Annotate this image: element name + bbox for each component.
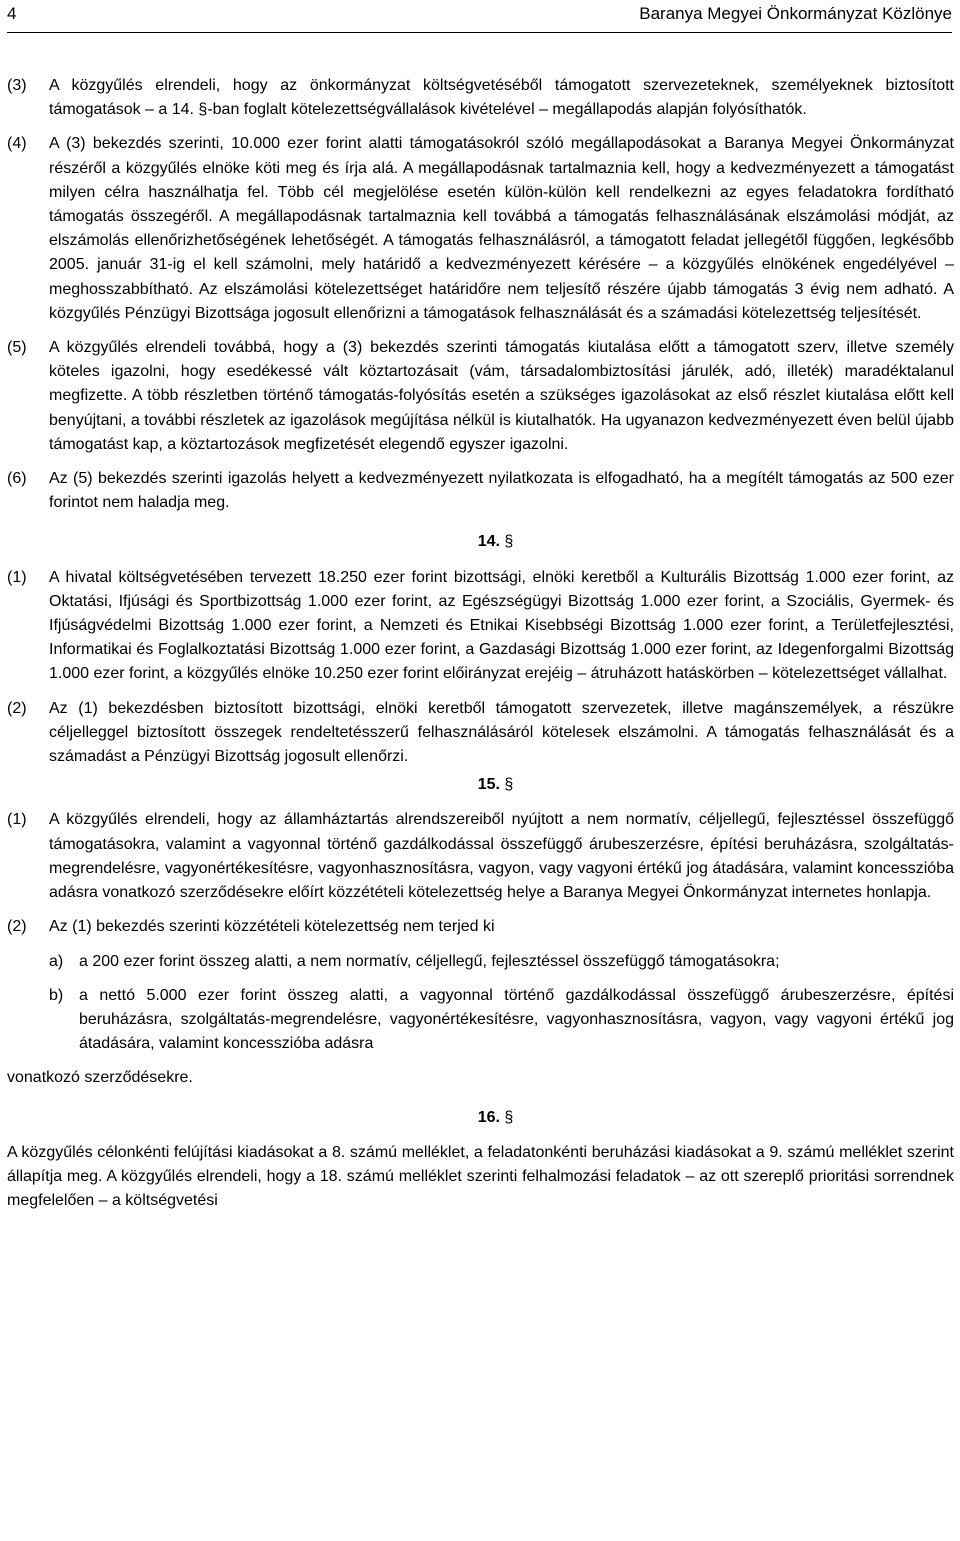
paragraph-text: A közgyűlés elrendeli, hogy az államháztartás alrendszereiből nyújtott a nem normatív, céljellegű, fejlesztéssel összefüggő támogatásokra, valamint a vagyonnal történő gazdálkodással összefüggő árubeszerzésre, építési beruházásra, szolgáltatás-megrendelésre, vagyonértékesítésre, vagyonhasznosításra, vagyon, vagy vagyoni értékű jog átadására, valamint koncesszióba adásra vonatkozó szerződésekre előírt közzétételi kötelezettség helye a Baranya Megyei Önkormányzat internetes honlapja. bbox=[49, 811, 954, 902]
page-header bbox=[7, 4, 952, 33]
section-14-paragraph-1 bbox=[7, 566, 954, 687]
paragraph-5 bbox=[7, 336, 954, 457]
section-15-paragraph-2 bbox=[7, 915, 954, 939]
paragraph-number: (6) bbox=[7, 470, 27, 488]
journal-title: Baranya Megyei Önkormányzat Közlönye bbox=[639, 4, 952, 23]
section-15-closing: vonatkozó szerződésekre. bbox=[7, 1069, 193, 1087]
section-number: 15. bbox=[477, 776, 500, 794]
list-item-label: b) bbox=[49, 986, 64, 1004]
paragraph-number: (1) bbox=[7, 811, 27, 829]
section-mark: § bbox=[504, 533, 514, 551]
paragraph-text: A hivatal költségvetésében tervezett 18.250 ezer forint bizottsági, elnöki keretből a Kulturális Bizottság 1.000 ezer forint, az Oktatási, Ifjúsági és Sportbizottság 1.000 ezer forint, az Egészségügyi Bizottság 1.000 ezer forint, a Szociális, Gyermek- és Ifjúságvédelmi Bizottság 1.000 ezer forint, a Nemzeti és Etnikai Kisebbségi Bizottság 1.000 ezer forint, a Területfejlesztési, Informatikai és Foglalkoztatási Bizottság 1.000 ezer forint, a Gazdasági Bizottság 1.000 ezer forint, az Idegenforgalmi Bizottság 1.000 ezer forint, a közgyűlés elnöke 10.250 ezer forint előirányzat erejéig – átruházott hatáskörben – kötelezettséget vállalhat. bbox=[49, 568, 954, 683]
section-14-title bbox=[7, 530, 954, 554]
section-16-text: A közgyűlés célonkénti felújítási kiadásokat a 8. számú melléklet, a feladatonkénti beruházási kiadásokat a 9. számú melléklet szerint állapítja meg. A közgyűlés elrendeli, hogy a 18. számú melléklet szerinti felhalmozási feladatok – az ott szereplő prioritási sorrendnek megfelelően – a költségvetési bbox=[7, 1143, 954, 1210]
section-number: 16. bbox=[477, 1108, 500, 1126]
section-16-title bbox=[7, 1106, 954, 1130]
list-item-text: a 200 ezer forint összeg alatti, a nem normatív, céljellegű, fejlesztéssel összefüggő támogatásokra; bbox=[79, 952, 780, 970]
paragraph-number: (5) bbox=[7, 339, 27, 357]
section-15-paragraph-1 bbox=[7, 808, 954, 905]
paragraph-number: (2) bbox=[7, 918, 27, 936]
paragraph-number: (2) bbox=[7, 699, 27, 717]
section-mark: § bbox=[504, 776, 514, 794]
paragraph-number: (1) bbox=[7, 568, 27, 586]
paragraph-text: A közgyűlés elrendeli továbbá, hogy a (3) bekezdés szerinti támogatás kiutalása előtt a támogatott szerv, illetve személy köteles igazolni, hogy esedékessé vált köztartozásait (vám, társadalombiztosítási járulék, adó, illeték) maradéktalanul megfizette. A több részletben történő támogatás-folyósítás esetén a szükséges igazolásokat az első részlet kiutalása előtt kell benyújtani, a további részletek az igazolások megújítása nélkül is kiutalhatók. Ha ugyanazon kedvezményezett éven belül újabb támogatást kap, a köztartozások megfizetését elegendő egyszer igazolni. bbox=[49, 339, 954, 453]
section-14-paragraph-2 bbox=[7, 697, 954, 770]
page-number: 4 bbox=[7, 4, 17, 23]
paragraph-text: A (3) bekezdés szerinti, 10.000 ezer forint alatti támogatásokról szóló megállapodásokat a Baranya Megyei Önkormányzat részéről a közgyűlés elnöke köti meg és írja alá. A megállapodásnak tartalmaznia kell, hogy a kedvezményezett a támogatást milyen célra használhatja fel. Több cél megjelölése esetén külön-külön kell rendelkezni az egyes feladatokra fordítható támogatás összegéről. A megállapodásnak tartalmaznia kell továbbá a támogatás felhasználásának elszámolási módját, az elszámolás ellenőrizhetőségének lehetőségét. A támogatás felhasználásról, a támogatott feladat jellegétől függően, legkésőbb 2005. január 31-ig el kell számolni, mely határidő a kedvezményezett kérésére – a közgyűlés elnökének engedélyével – meghosszabbítható. Az elszámolási kötelezettséget határidőre nem teljesítő részére újabb támogatás 3 évig nem adható. A közgyűlés Pénzügyi Bizottsága jogosult ellenőrizni a támogatások felhasználását és a számadási kötelezettség teljesítését. bbox=[49, 135, 954, 322]
paragraph-number: (4) bbox=[7, 135, 27, 153]
list-item-a bbox=[7, 950, 954, 974]
section-mark: § bbox=[504, 1108, 514, 1126]
paragraph-number: (3) bbox=[7, 77, 27, 94]
paragraph-3 bbox=[7, 74, 954, 122]
list-item-text: a nettó 5.000 ezer forint összeg alatti, a vagyonnal történő gazdálkodással összefüggő árubeszerzésre, építési beruházásra, szolgáltatás-megrendelésre, vagyonértékesítésre, vagyonhasznosításra, vagyon, vagy vagyoni értékű jog átadására, valamint koncesszióba adásra bbox=[79, 986, 954, 1053]
section-15-title bbox=[7, 773, 954, 797]
paragraph-text: Az (1) bekezdés szerinti közzétételi kötelezettség nem terjed ki bbox=[49, 918, 495, 936]
paragraph-4 bbox=[7, 132, 954, 326]
list-item-b bbox=[7, 984, 954, 1057]
paragraph-text: A közgyűlés elrendeli, hogy az önkormányzat költségvetéséből támogatott szervezeteknek, személyeknek biztosított támogatások – a 14. §-ban foglalt kötelezettségvállalások kivételével – megállapodás alapján folyósíthatók. bbox=[49, 77, 954, 119]
paragraph-text: Az (1) bekezdésben biztosított bizottsági, elnöki keretből támogatott szervezetek, illetve magánszemélyek, a részükre céljelleggel biztosított összegek rendeltetésszerű felhasználásáról kötelesek elszámolni. A támogatás felhasználását és a számadást a Pénzügyi Bizottság jogosult ellenőrzi. bbox=[49, 699, 954, 766]
section-number: 14. bbox=[477, 533, 500, 551]
paragraph-6 bbox=[7, 467, 954, 515]
list-item-label: a) bbox=[49, 952, 64, 970]
paragraph-text: Az (5) bekezdés szerinti igazolás helyett a kedvezményezett nyilatkozata is elfogadható, ha a megítélt támogatás az 500 ezer forintot nem haladja meg. bbox=[49, 470, 954, 512]
document-body bbox=[7, 74, 954, 1213]
